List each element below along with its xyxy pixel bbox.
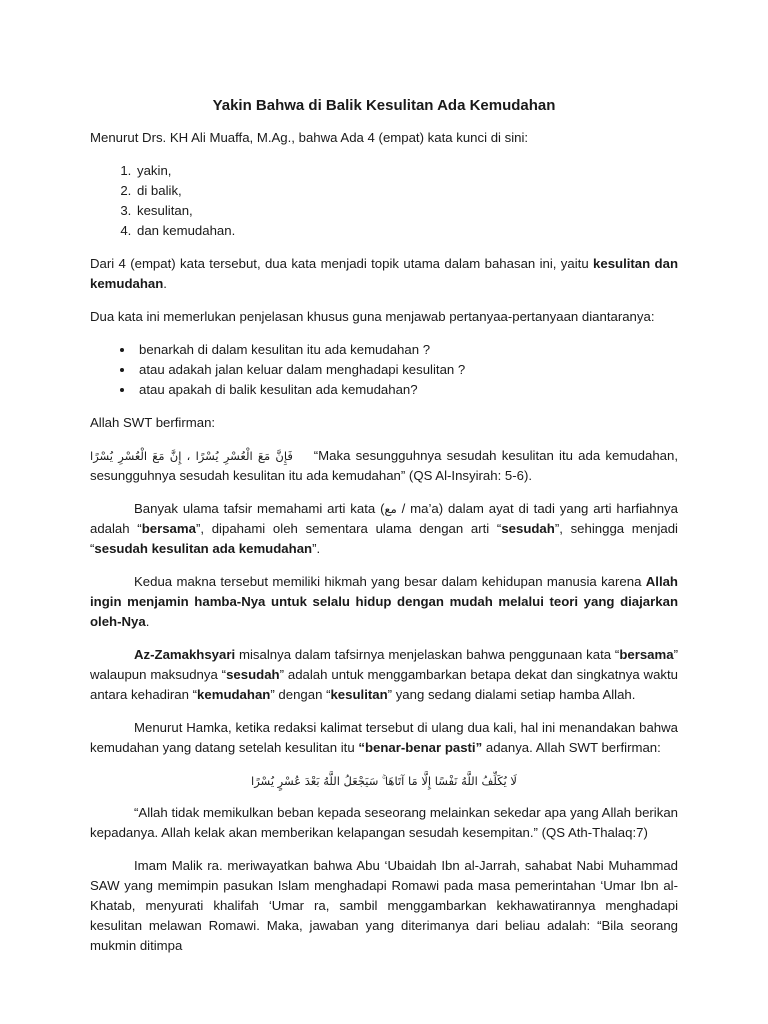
arabic-verse-2: لَا يُكَلِّفُ اللَّهُ نَفْسًا إِلَّا مَا آتَاهَا ۚ سَيَجْعَلُ اللَّهُ بَعْدَ عُسْرٍ يُسْرًا — [251, 774, 517, 788]
list-item: 1. yakin, — [135, 161, 678, 181]
intro-paragraph: Menurut Drs. KH Ali Muaffa, M.Ag., bahwa Ada 4 (empat) kata kunci di sini: — [90, 130, 529, 145]
document-title: Yakin Bahwa di Balik Kesulitan Ada Kemudahan — [212, 97, 556, 114]
allah-berfirman-line: Allah SWT berfirman: — [90, 415, 216, 430]
verse-1-translation: “Maka sesungguhnya sesudah kesulitan itu ada kemudahan, sesungguhnya sesudah kesulitan itu ada kemudahan” (QS Al-Insyirah: 5-6). — [90, 448, 678, 483]
tafsir-paragraph: Banyak ulama tafsir memahami arti kata (مع / ma’a) dalam ayat di tadi yang arti harfiahnya adalah “bersama”, dipahami oleh sementara ulama dengan arti “sesudah”, sehingga menjadi “sesudah kesulitan ada kemudahan”. — [90, 501, 678, 556]
imam-malik-paragraph: Imam Malik ra. meriwayatkan bahwa Abu ‘Ubaidah Ibn al-Jarrah, sahabat Nabi Muhammad SAW yang memimpin pasukan Islam menghadapi Romawi pada masa pemerintahan ‘Umar Ibn al-Khatab, menyurati khalifah ‘Umar ra, sambil menggambarkan kekhawatirannya menghadapi kesulitan melawan Romawi. Maka, jawaban yang diterimanya dari beliau adalah: “Bila seorang mukmin ditimpa — [90, 858, 678, 953]
hikmah-paragraph: Kedua makna tersebut memiliki hikmah yang besar dalam kehidupan manusia karena Allah ingin menjamin hamba-Nya untuk selalu hidup dengan mudah melalui teori yang diajarkan oleh-Nya. — [90, 574, 678, 629]
verse-2-translation: “Allah tidak memikulkan beban kepada seseorang melainkan sekedar apa yang Allah berikan kepadanya. Allah kelak akan memberikan kelapangan sesudah kesempitan.” (QS Ath-Thalaq:7) — [90, 805, 678, 840]
question-list — [90, 340, 678, 400]
topic-paragraph: Dari 4 (empat) kata tersebut, dua kata menjadi topik utama dalam bahasan ini, yaitu kesulitan dan kemudahan. — [90, 256, 678, 291]
list-item: • atau apakah di balik kesulitan ada kemudahan? — [135, 380, 678, 400]
list-item: • benarkah di dalam kesulitan itu ada kemudahan ? — [135, 340, 678, 360]
verse-1-paragraph — [90, 446, 678, 486]
list-item: 2. di balik, — [135, 181, 678, 201]
hamka-paragraph: Menurut Hamka, ketika redaksi kalimat tersebut di ulang dua kali, hal ini menandakan bahwa kemudahan yang datang setelah kesulitan itu “benar-benar pasti” adanya. Allah SWT berfirman: — [90, 720, 678, 755]
keyword-list — [90, 161, 678, 241]
list-item: 4. dan kemudahan. — [135, 221, 678, 241]
list-item: 3. kesulitan, — [135, 201, 678, 221]
zamakhsyari-paragraph: Az-Zamakhsyari misalnya dalam tafsirnya menjelaskan bahwa penggunaan kata “bersama” walaupun maksudnya “sesudah” adalah untuk menggambarkan betapa dekat dan singkatnya waktu antara kehadiran “kemudahan” dengan “kesulitan” yang sedang dialami setiap hamba Allah. — [90, 647, 679, 702]
list-item: • atau adakah jalan keluar dalam menghadapi kesulitan ? — [135, 360, 678, 380]
questions-intro-paragraph: Dua kata ini memerlukan penjelasan khusus guna menjawab pertanyaa-pertanyaan diantaranya: — [90, 309, 655, 324]
arabic-verse-1: فَإِنَّ مَعَ الْعُسْرِ يُسْرًا ، إِنَّ مَعَ الْعُسْرِ يُسْرًا — [90, 449, 293, 463]
